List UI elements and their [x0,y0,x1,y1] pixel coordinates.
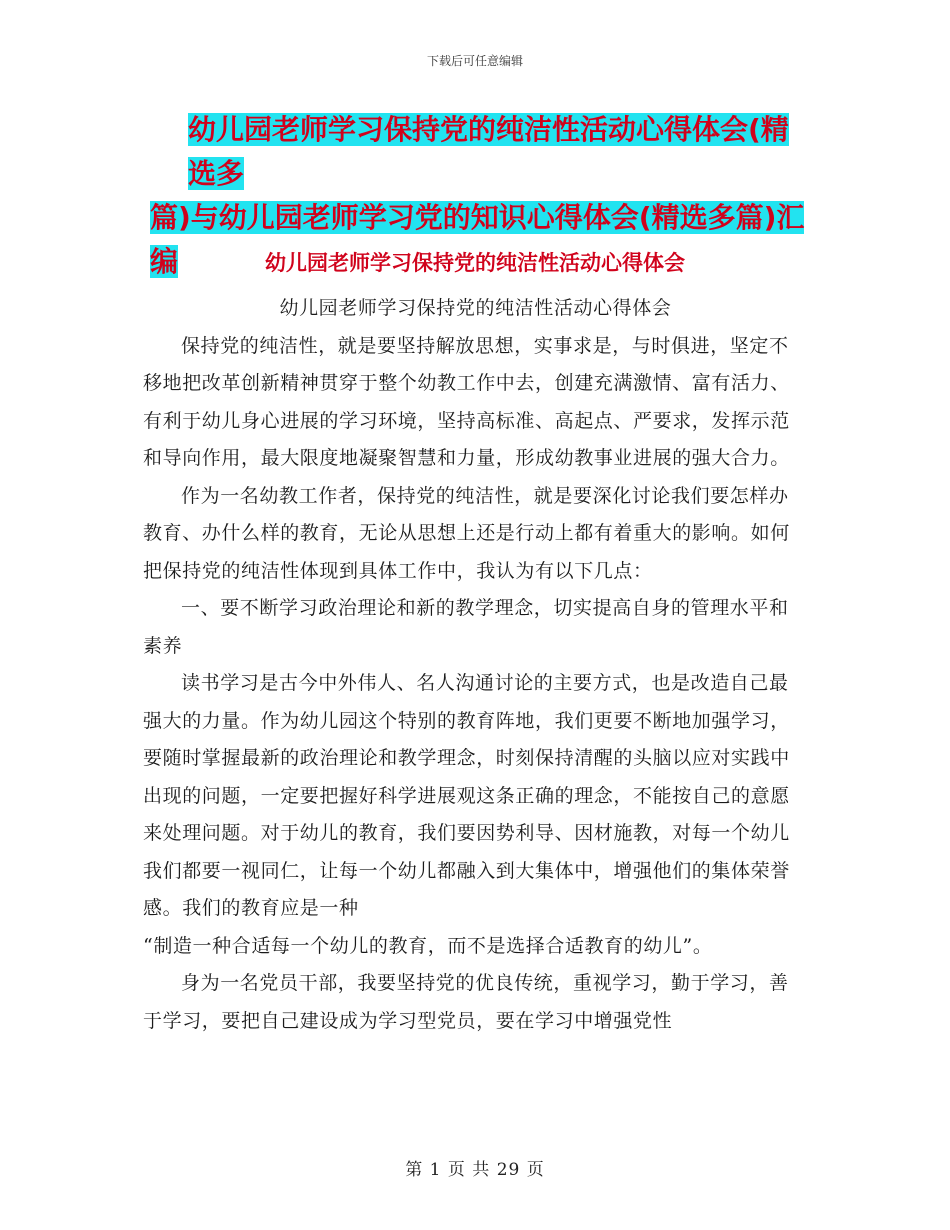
article-subtitle: 幼儿园老师学习保持党的纯洁性活动心得体会 [279,297,672,319]
page-number: 第 1 页 共 29 页 [405,1160,545,1180]
paragraph: 读书学习是古今中外伟人、名人沟通讨论的主要方式，也是改造自己最强大的力量。作为幼儿园这个特别的教育阵地，我们更要不断地加强学习，要随时掌握最新的政治理论和教学理念，时刻保持清醒的头脑以应对实践中出现的问题，一定要把握好科学进展观这条正确的理念，不能按自己的意愿来处理问题。对于幼儿的教育，我们要因势利导、因材施教，对每一个幼儿我们都要一视同仁，让每一个幼儿都融入到大集体中，增强他们的集体荣誉感。我们的教育应是一种 [143,672,790,919]
main-title-line-1: 幼儿园老师学习保持党的纯洁性活动心得体会(精选多 [188,113,789,190]
paragraph: 保持党的纯洁性，就是要坚持解放思想，实事求是，与时俱进，坚定不移地把改革创新精神贯穿于整个幼教工作中去，创建充满激情、富有活力、有利于幼儿身心进展的学习环境，坚持高标准、高起点、严要求，发挥示范和导向作用，最大限度地凝聚智慧和力量，形成幼教事业进展的强大合力。 [143,334,790,469]
main-title-line-2: 篇)与幼儿园老师学习党的知识心得体会(精选多篇)汇编 [150,201,805,278]
paragraph: 身为一名党员干部，我要坚持党的优良传统，重视学习，勤于学习，善于学习，要把自己建设成为学习型党员，要在学习中增强党性 [143,972,789,1032]
paragraph: 作为一名幼教工作者，保持党的纯洁性，就是要深化讨论我们要怎样办教育、办什么样的教育，无论从思想上还是行动上都有着重大的影响。如何把保持党的纯洁性体现到具体工作中，我认为有以下几点： [143,484,790,582]
quote-line: “制造一种合适每一个幼儿的教育，而不是选择合适教育的幼儿”。 [143,934,713,957]
section-title: 幼儿园老师学习保持党的纯洁性活动心得体会 [265,251,685,275]
paragraph-heading: 一、要不断学习政治理论和新的教学理念，切实提高自身的管理水平和素养 [143,597,789,657]
header-note: 下载后可任意编辑 [426,54,523,68]
document-body [143,290,808,1040]
